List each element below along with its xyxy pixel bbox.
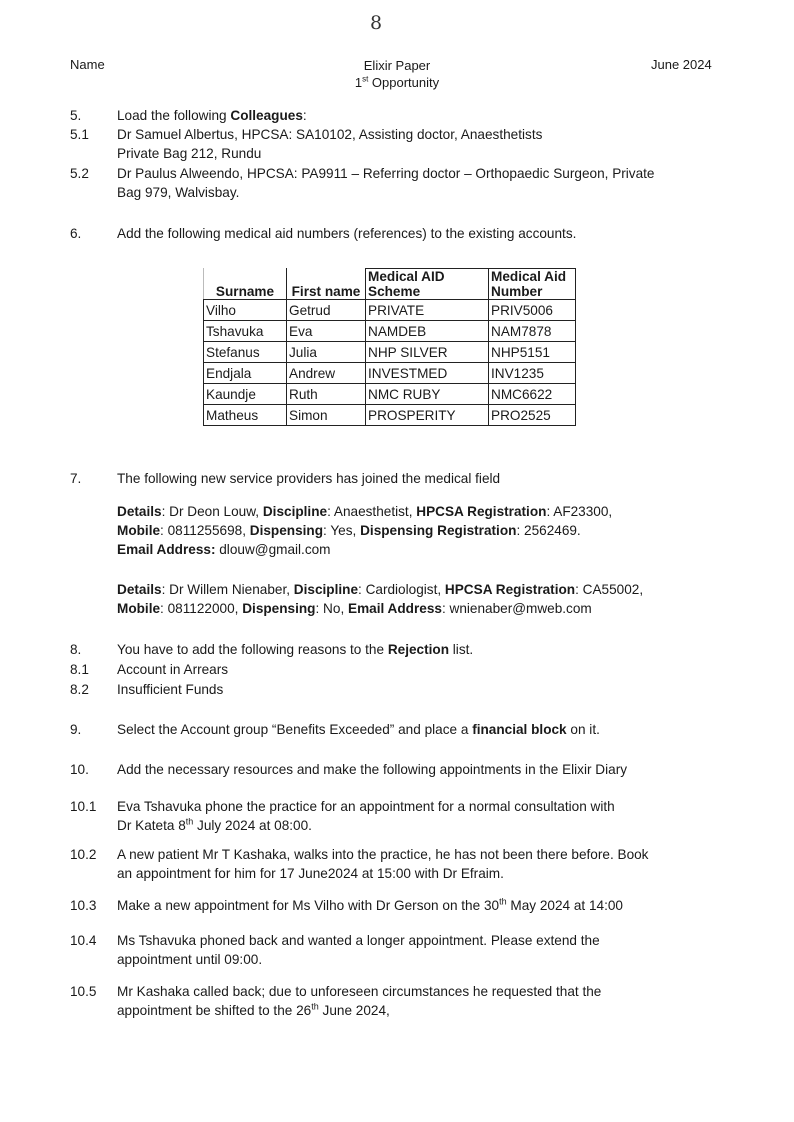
line: Ms Tshavuka phoned back and wanted a longer appointment. Please extend the [117, 933, 600, 948]
label: Discipline [293, 582, 359, 597]
table-row [204, 384, 576, 405]
header-surname: Surname [204, 269, 287, 300]
cell-number: PRO2525 [489, 405, 576, 426]
item-text [117, 896, 707, 915]
cell-number: PRIV5006 [489, 300, 576, 321]
line: Eva Tshavuka phone the practice for an appointment for a normal consultation with [117, 799, 615, 814]
header-subtitle [297, 74, 497, 91]
item-text [117, 931, 707, 969]
cell-number: NHP5151 [489, 342, 576, 363]
label: HPCSA Registration [444, 582, 576, 597]
value: Anaesthetist [333, 504, 409, 519]
cell-number: NMC6622 [489, 384, 576, 405]
line: Make a new appointment for Ms Vilho with Dr Gerson on the 30 [117, 898, 500, 913]
section-number: 5. [70, 108, 82, 123]
item-number: 10.2 [70, 847, 97, 862]
item-number: 8.2 [70, 682, 89, 697]
cell-firstname: Julia [287, 342, 366, 363]
text-part: You have to add the following reasons to the [117, 642, 388, 657]
cell-surname: Vilho [204, 300, 287, 321]
header-title: Elixir Paper [363, 58, 431, 73]
cell-surname: Endjala [204, 363, 287, 384]
line: Dr Kateta 8 [117, 818, 186, 833]
header-number [489, 269, 576, 300]
cell-scheme: PROSPERITY [366, 405, 489, 426]
cell-number: INV1235 [489, 363, 576, 384]
value: 2562469. [524, 523, 581, 538]
value: Dr Willem Nienaber [169, 582, 287, 597]
section-text [117, 720, 707, 739]
label: Dispensing [242, 601, 316, 616]
section-text [117, 106, 707, 125]
line: A new patient Mr T Kashaka, walks into the practice, he has not been there before. Book [117, 847, 649, 862]
value: Dr Deon Louw [169, 504, 256, 519]
cell-firstname: Ruth [287, 384, 366, 405]
item-text [117, 845, 737, 883]
line: June 2024, [318, 1003, 390, 1018]
cell-scheme: NMC RUBY [366, 384, 489, 405]
item-text [117, 797, 707, 835]
table-row [204, 342, 576, 363]
label: Mobile [117, 523, 161, 538]
item-text: Insufficient Funds [117, 682, 224, 697]
cell-number: NAM7878 [489, 321, 576, 342]
text-part: Select the Account group “Benefits Exceeded” and place a [117, 722, 473, 737]
label: Dispensing [249, 523, 324, 538]
value: CA55002 [582, 582, 640, 597]
sup: th [311, 1001, 319, 1012]
value: Yes [330, 523, 353, 538]
item-number: 10.1 [70, 799, 97, 814]
cell-firstname: Getrud [287, 300, 366, 321]
value: 081122000 [167, 601, 235, 616]
subtitle-sup: st [362, 74, 369, 84]
header-date: June 2024 [651, 57, 712, 72]
line: Dr Paulus Alweendo, HPCSA: PA9911 – Referring doctor – Orthopaedic Surgeon, Private [117, 166, 655, 181]
sup: th [499, 896, 507, 907]
cell-firstname: Simon [287, 405, 366, 426]
table-row [204, 363, 576, 384]
header-line: Medical AID [368, 269, 445, 284]
label: Details [117, 582, 162, 597]
section-text [117, 640, 707, 659]
label: Email Address [117, 542, 211, 557]
label: Discipline [262, 504, 328, 519]
line: Bag 979, Walvisbay. [117, 185, 240, 200]
label: Mobile [117, 601, 161, 616]
table-header-row [204, 269, 576, 300]
section-text: Add the necessary resources and make the following appointments in the Elixir Diary [117, 762, 628, 777]
table-row [204, 321, 576, 342]
label: Dispensing Registration [360, 523, 517, 538]
cell-firstname: Andrew [287, 363, 366, 384]
header-line: Number [491, 284, 543, 299]
line: an appointment for him for 17 June2024 at 15:00 with Dr Efraim. [117, 866, 504, 881]
cell-surname: Kaundje [204, 384, 287, 405]
cell-surname: Stefanus [204, 342, 287, 363]
text-part: on it. [566, 722, 600, 737]
cell-surname: Tshavuka [204, 321, 287, 342]
value: No [323, 601, 341, 616]
line: Private Bag 212, Rundu [117, 146, 262, 161]
section-text: Add the following medical aid numbers (references) to the existing accounts. [117, 226, 577, 241]
value: 0811255698 [167, 523, 243, 538]
section-number: 6. [70, 226, 82, 241]
cell-firstname: Eva [287, 321, 366, 342]
line: appointment until 09:00. [117, 952, 263, 967]
section-number: 10. [70, 762, 89, 777]
provider-1-details: Details: Dr Deon Louw, Discipline: Anaesthetist, HPCSA Registration: AF23300, Mobile: 0811255698, Dispensing: Yes, Dispensing Registration: 2562469. Email Address: dlouw@gmail.com [117, 504, 613, 557]
label: Details [117, 504, 162, 519]
value: dlouw@gmail.com [219, 542, 331, 557]
header-firstname: First name [287, 269, 366, 300]
item-number: 5.1 [70, 127, 89, 142]
item-number: 10.5 [70, 984, 97, 999]
value: AF23300 [553, 504, 609, 519]
header-name: Name [70, 57, 105, 72]
line: Dr Samuel Albertus, HPCSA: SA10102, Assisting doctor, Anaesthetists [117, 127, 543, 142]
item-text: Account in Arrears [117, 662, 229, 677]
section-number: 7. [70, 471, 82, 486]
cell-scheme: NAMDEB [366, 321, 489, 342]
header-line: Medical Aid [491, 269, 567, 284]
subtitle-rest: Opportunity [368, 75, 440, 90]
item-number: 10.3 [70, 898, 97, 913]
text-part: Load the following [117, 108, 231, 123]
provider-2-details: Details: Dr Willem Nienaber, Discipline: Cardiologist, HPCSA Registration: CA55002, Mobile: 081122000, Dispensing: No, Email Address: wnienaber@mweb.com [117, 582, 644, 616]
medical-aid-table [203, 268, 576, 426]
line: July 2024 at 08:00. [193, 818, 312, 833]
cell-surname: Matheus [204, 405, 287, 426]
line: appointment be shifted to the 26 [117, 1003, 312, 1018]
item-number: 10.4 [70, 933, 97, 948]
bold-part: financial block [472, 722, 567, 737]
item-number: 5.2 [70, 166, 89, 181]
page-number: 8 [370, 12, 383, 34]
text-part: list. [449, 642, 474, 657]
value: Cardiologist [365, 582, 438, 597]
section-number: 9. [70, 722, 82, 737]
item-number: 8.1 [70, 662, 89, 677]
text-part: : [302, 108, 307, 123]
item-text [117, 125, 707, 163]
table-row [204, 405, 576, 426]
cell-scheme: NHP SILVER [366, 342, 489, 363]
label: HPCSA Registration [416, 504, 547, 519]
header-scheme [366, 269, 489, 300]
bold-part: Rejection [387, 642, 449, 657]
line: May 2024 at 14:00 [506, 898, 623, 913]
header-center [297, 57, 497, 91]
line: Mr Kashaka called back; due to unforeseen circumstances he requested that the [117, 984, 602, 999]
item-text [117, 164, 737, 202]
section-text: The following new service providers has joined the medical field [117, 471, 501, 486]
bold-part: Colleagues [230, 108, 303, 123]
section-number: 8. [70, 642, 82, 657]
header-line: Scheme [368, 284, 421, 299]
table-row [204, 300, 576, 321]
value: wnienaber@mweb.com [449, 601, 592, 616]
subtitle-num: 1 [354, 75, 363, 90]
sup: th [185, 816, 194, 827]
label: Email Address [348, 601, 442, 616]
item-text [117, 982, 707, 1020]
cell-scheme: INVESTMED [366, 363, 489, 384]
cell-scheme: PRIVATE [366, 300, 489, 321]
